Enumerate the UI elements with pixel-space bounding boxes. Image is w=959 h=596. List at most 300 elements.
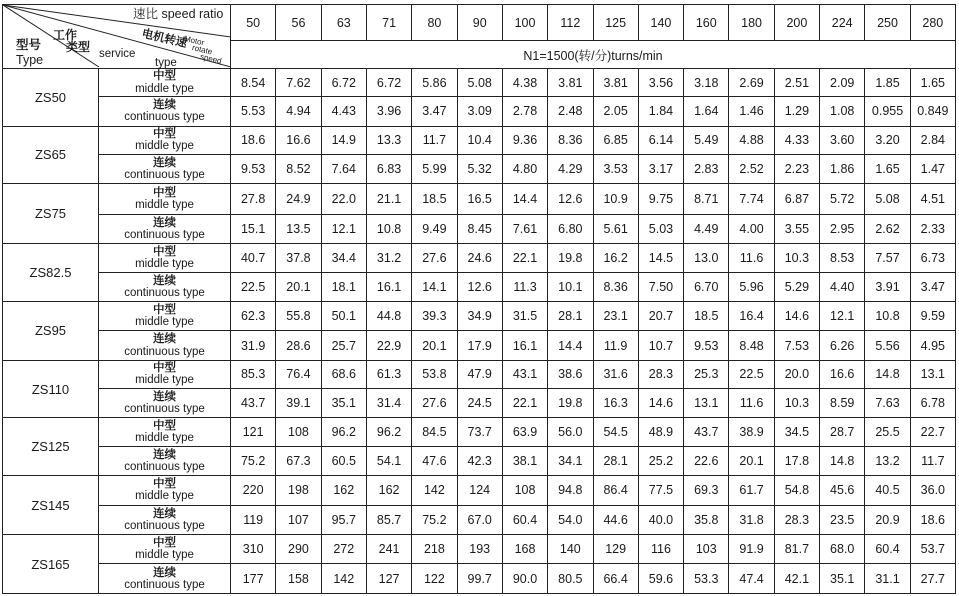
power-value-cell: 86.4 [593,476,638,505]
table-row [3,331,956,360]
power-value-cell: 38.1 [502,446,547,475]
power-value-cell: 4.00 [729,214,774,243]
power-value-cell: 17.8 [774,446,819,475]
power-value-cell: 3.18 [684,68,729,96]
power-value-cell: 18.6 [231,126,276,154]
power-value-cell: 94.8 [548,476,593,505]
power-value-cell: 4.94 [276,97,321,126]
power-value-cell: 2.83 [684,154,729,183]
power-value-cell: 24.5 [457,389,502,418]
power-value-cell: 21.1 [366,184,411,214]
motor-speed-label-en-1: Motor [183,34,206,48]
ratio-header-cell: 160 [684,5,729,41]
power-value-cell: 5.96 [729,272,774,301]
power-value-cell: 63.9 [502,418,547,446]
table-row [3,505,956,534]
power-value-cell: 119 [231,505,276,534]
power-value-cell: 10.4 [457,126,502,154]
power-value-cell: 14.8 [820,446,865,475]
power-value-cell: 68.6 [321,360,366,388]
service-type-cn: 中型 [153,478,176,491]
power-value-cell: 40.5 [865,476,910,505]
service-type-cn: 连续 [153,448,176,461]
power-value-cell: 22.7 [910,418,955,446]
service-type-cn: 中型 [153,304,176,317]
power-value-cell: 42.3 [457,446,502,475]
power-value-cell: 18.5 [684,301,729,330]
power-value-cell: 6.26 [820,331,865,360]
power-value-cell: 35.1 [321,389,366,418]
service-type-cn: 连续 [153,157,176,170]
power-value-cell: 47.9 [457,360,502,388]
power-value-cell: 5.03 [638,214,683,243]
table-row [3,272,956,301]
motor-speed-label-en-2: rotate [191,43,214,57]
power-value-cell: 2.69 [729,68,774,96]
work-type-label-cn-2: 类型 [66,40,91,54]
power-value-cell: 20.0 [774,360,819,388]
power-value-cell: 34.5 [774,418,819,446]
power-value-cell: 7.61 [502,214,547,243]
power-value-cell: 31.4 [366,389,411,418]
power-value-cell: 27.8 [231,184,276,214]
power-value-cell: 43.7 [231,389,276,418]
power-value-cell: 54.5 [593,418,638,446]
table-row [3,476,956,505]
power-value-cell: 5.99 [412,154,457,183]
power-value-cell: 7.62 [276,68,321,96]
table-row [3,535,956,564]
service-type-en: middle type [135,140,194,153]
power-value-cell: 2.48 [548,97,593,126]
power-value-cell: 25.5 [865,418,910,446]
model-cell: ZS145 [3,476,99,535]
power-rating-table [2,4,956,594]
table-row [3,214,956,243]
power-value-cell: 14.8 [865,360,910,388]
ratio-header-cell: 224 [820,5,865,41]
power-value-cell: 8.52 [276,154,321,183]
power-value-cell: 5.08 [865,184,910,214]
table-row [3,97,956,126]
header-ratio-row [3,5,956,41]
service-type-en: middle type [135,374,194,387]
ratio-header-cell: 140 [638,5,683,41]
power-value-cell: 22.1 [502,389,547,418]
power-value-cell: 35.1 [820,564,865,594]
power-value-cell: 53.3 [684,564,729,594]
power-value-cell: 13.2 [865,446,910,475]
power-value-cell: 7.63 [865,389,910,418]
power-value-cell: 61.3 [366,360,411,388]
power-value-cell: 73.7 [457,418,502,446]
power-value-cell: 162 [366,476,411,505]
table-row [3,360,956,388]
power-value-cell: 84.5 [412,418,457,446]
power-value-cell: 13.1 [910,360,955,388]
power-value-cell: 99.7 [457,564,502,594]
power-value-cell: 17.9 [457,331,502,360]
power-value-cell: 34.1 [548,446,593,475]
power-value-cell: 5.53 [231,97,276,126]
power-value-cell: 7.57 [865,244,910,272]
continuous-type-cell [99,154,231,183]
power-value-cell: 76.4 [276,360,321,388]
power-value-cell: 6.72 [321,68,366,96]
power-value-cell: 40.7 [231,244,276,272]
power-value-cell: 142 [412,476,457,505]
power-value-cell: 34.9 [457,301,502,330]
power-value-cell: 4.33 [774,126,819,154]
middle-type-cell [99,68,231,96]
power-value-cell: 162 [321,476,366,505]
model-cell: ZS165 [3,535,99,594]
power-value-cell: 3.81 [593,68,638,96]
power-value-cell: 24.6 [457,244,502,272]
power-value-cell: 3.55 [774,214,819,243]
power-value-cell: 2.62 [865,214,910,243]
power-value-cell: 20.1 [276,272,321,301]
power-value-cell: 20.7 [638,301,683,330]
power-value-cell: 25.3 [684,360,729,388]
power-value-cell: 3.47 [910,272,955,301]
power-value-cell: 9.36 [502,126,547,154]
power-value-cell: 4.95 [910,331,955,360]
service-type-en: middle type [135,316,194,329]
power-value-cell: 4.43 [321,97,366,126]
power-value-cell: 3.17 [638,154,683,183]
power-value-cell: 22.5 [729,360,774,388]
power-value-cell: 20.1 [729,446,774,475]
power-value-cell: 8.36 [593,272,638,301]
ratio-header-cell: 63 [321,5,366,41]
middle-type-cell [99,301,231,330]
power-value-cell: 8.48 [729,331,774,360]
continuous-type-cell [99,446,231,475]
power-value-cell: 9.49 [412,214,457,243]
power-value-cell: 22.0 [321,184,366,214]
power-value-cell: 11.3 [502,272,547,301]
power-value-cell: 31.1 [865,564,910,594]
power-value-cell: 8.53 [820,244,865,272]
power-value-cell: 31.6 [593,360,638,388]
power-value-cell: 61.7 [729,476,774,505]
power-value-cell: 20.1 [412,331,457,360]
service-type-cn: 连续 [153,99,176,112]
power-value-cell: 16.2 [593,244,638,272]
power-value-cell: 2.84 [910,126,955,154]
power-value-cell: 48.9 [638,418,683,446]
power-value-cell: 124 [457,476,502,505]
power-value-cell: 6.85 [593,126,638,154]
power-value-cell: 24.9 [276,184,321,214]
service-type-en: continuous type [124,286,205,299]
power-value-cell: 36.0 [910,476,955,505]
ratio-header-cell: 125 [593,5,638,41]
power-value-cell: 1.08 [820,97,865,126]
power-value-cell: 2.33 [910,214,955,243]
input-speed-note: N1=1500(转/分)turns/min [231,41,956,68]
power-value-cell: 60.5 [321,446,366,475]
table-row [3,389,956,418]
power-value-cell: 53.7 [910,535,955,564]
power-value-cell: 1.86 [820,154,865,183]
table-row [3,68,956,96]
service-type-en: continuous type [124,519,205,532]
power-value-cell: 6.14 [638,126,683,154]
service-type-en: middle type [135,257,194,270]
power-value-cell: 19.8 [548,389,593,418]
ratio-header-cell: 200 [774,5,819,41]
power-value-cell: 28.1 [593,446,638,475]
power-value-cell: 16.1 [502,331,547,360]
power-value-cell: 103 [684,535,729,564]
power-value-cell: 75.2 [231,446,276,475]
power-value-cell: 3.60 [820,126,865,154]
service-type-cn: 中型 [153,537,176,550]
ratio-header-cell: 90 [457,5,502,41]
power-value-cell: 68.0 [820,535,865,564]
power-value-cell: 27.6 [412,389,457,418]
power-value-cell: 67.3 [276,446,321,475]
power-value-cell: 272 [321,535,366,564]
power-value-cell: 16.1 [366,272,411,301]
power-value-cell: 27.6 [412,244,457,272]
power-value-cell: 14.4 [502,184,547,214]
power-value-cell: 310 [231,535,276,564]
power-value-cell: 43.1 [502,360,547,388]
power-value-cell: 142 [321,564,366,594]
power-value-cell: 90.0 [502,564,547,594]
service-type-cn: 连续 [153,391,176,404]
power-value-cell: 1.29 [774,97,819,126]
power-value-cell: 42.1 [774,564,819,594]
power-value-cell: 4.38 [502,68,547,96]
power-value-cell: 2.09 [820,68,865,96]
motor-speed-label-cn: 电机转速 [140,28,189,51]
power-value-cell: 75.2 [412,505,457,534]
service-type-en: middle type [135,432,194,445]
power-value-cell: 2.95 [820,214,865,243]
power-value-cell: 18.5 [412,184,457,214]
power-value-cell: 19.8 [548,244,593,272]
power-value-cell: 13.0 [684,244,729,272]
power-value-cell: 2.23 [774,154,819,183]
service-type-cn: 连续 [153,274,176,287]
power-value-cell: 28.1 [548,301,593,330]
ratio-header-cell: 280 [910,5,955,41]
power-value-cell: 7.50 [638,272,683,301]
model-label-en: Type [16,53,44,67]
continuous-type-cell [99,272,231,301]
middle-type-cell [99,535,231,564]
power-value-cell: 10.1 [548,272,593,301]
power-value-cell: 45.6 [820,476,865,505]
power-value-cell: 7.74 [729,184,774,214]
power-value-cell: 3.53 [593,154,638,183]
middle-type-cell [99,126,231,154]
power-value-cell: 23.1 [593,301,638,330]
middle-type-cell [99,418,231,446]
power-value-cell: 6.83 [366,154,411,183]
power-value-cell: 12.1 [321,214,366,243]
power-value-cell: 55.8 [276,301,321,330]
service-type-cn: 中型 [153,187,176,200]
power-value-cell: 1.46 [729,97,774,126]
power-value-cell: 8.36 [548,126,593,154]
power-value-cell: 14.6 [774,301,819,330]
power-value-cell: 11.6 [729,244,774,272]
power-value-cell: 10.9 [593,184,638,214]
power-value-cell: 129 [593,535,638,564]
model-cell: ZS50 [3,68,99,126]
model-cell: ZS82.5 [3,244,99,302]
power-value-cell: 22.6 [684,446,729,475]
power-value-cell: 158 [276,564,321,594]
power-value-cell: 67.0 [457,505,502,534]
power-value-cell: 4.88 [729,126,774,154]
power-value-cell: 6.70 [684,272,729,301]
power-value-cell: 218 [412,535,457,564]
power-value-cell: 4.49 [684,214,729,243]
power-value-cell: 108 [502,476,547,505]
power-value-cell: 16.5 [457,184,502,214]
power-value-cell: 3.20 [865,126,910,154]
power-value-cell: 13.1 [684,389,729,418]
power-value-cell: 39.1 [276,389,321,418]
power-value-cell: 28.3 [774,505,819,534]
power-value-cell: 177 [231,564,276,594]
motor-speed-label-en-3: speed [199,52,223,66]
power-value-cell: 5.56 [865,331,910,360]
power-value-cell: 23.5 [820,505,865,534]
power-value-cell: 28.3 [638,360,683,388]
power-value-cell: 18.6 [910,505,955,534]
power-value-cell: 12.6 [457,272,502,301]
power-value-cell: 6.73 [910,244,955,272]
power-value-cell: 28.7 [820,418,865,446]
power-value-cell: 3.96 [366,97,411,126]
power-value-cell: 85.7 [366,505,411,534]
power-value-cell: 0.849 [910,97,955,126]
ratio-header-cell: 250 [865,5,910,41]
power-value-cell: 7.64 [321,154,366,183]
power-value-cell: 96.2 [321,418,366,446]
service-type-cn: 连续 [153,216,176,229]
power-value-cell: 5.86 [412,68,457,96]
service-type-cn: 中型 [153,128,176,141]
service-type-en: middle type [135,82,194,95]
power-value-cell: 53.8 [412,360,457,388]
power-value-cell: 14.6 [638,389,683,418]
power-value-cell: 14.1 [412,272,457,301]
power-value-cell: 3.09 [457,97,502,126]
power-value-cell: 27.7 [910,564,955,594]
power-value-cell: 14.9 [321,126,366,154]
middle-type-cell [99,360,231,388]
ratio-header-label: 速比 speed ratio [133,7,224,21]
model-cell: ZS125 [3,418,99,476]
table-row [3,126,956,154]
table-row [3,244,956,272]
power-value-cell: 34.4 [321,244,366,272]
power-value-cell: 108 [276,418,321,446]
power-value-cell: 18.1 [321,272,366,301]
power-value-cell: 2.05 [593,97,638,126]
power-value-cell: 16.6 [276,126,321,154]
power-value-cell: 1.65 [865,154,910,183]
power-value-cell: 121 [231,418,276,446]
power-value-cell: 31.2 [366,244,411,272]
model-cell: ZS95 [3,301,99,360]
power-value-cell: 1.85 [865,68,910,96]
power-value-cell: 8.59 [820,389,865,418]
power-value-cell: 39.3 [412,301,457,330]
table-row [3,446,956,475]
service-type-cn: 中型 [153,245,176,258]
service-type-en: continuous type [124,169,205,182]
table-row [3,301,956,330]
table-row [3,154,956,183]
power-value-cell: 56.0 [548,418,593,446]
power-value-cell: 20.9 [865,505,910,534]
power-value-cell: 38.9 [729,418,774,446]
power-value-cell: 50.1 [321,301,366,330]
power-value-cell: 11.7 [412,126,457,154]
power-value-cell: 168 [502,535,547,564]
power-value-cell: 1.47 [910,154,955,183]
power-value-cell: 10.3 [774,244,819,272]
power-value-cell: 35.8 [684,505,729,534]
power-value-cell: 4.51 [910,184,955,214]
power-value-cell: 4.80 [502,154,547,183]
ratio-header-cell: 112 [548,5,593,41]
ratio-header-cell: 56 [276,5,321,41]
model-cell: ZS65 [3,126,99,184]
middle-type-cell [99,184,231,214]
table-row [3,418,956,446]
ratio-header-cell: 100 [502,5,547,41]
power-value-cell: 59.6 [638,564,683,594]
power-value-cell: 37.8 [276,244,321,272]
power-value-cell: 60.4 [865,535,910,564]
power-value-cell: 16.6 [820,360,865,388]
power-value-cell: 6.80 [548,214,593,243]
service-type-en: continuous type [124,403,205,416]
service-type-cn: 连续 [153,507,176,520]
power-value-cell: 4.40 [820,272,865,301]
power-value-cell: 8.71 [684,184,729,214]
power-value-cell: 10.7 [638,331,683,360]
power-value-cell: 25.7 [321,331,366,360]
power-value-cell: 81.7 [774,535,819,564]
power-value-cell: 31.8 [729,505,774,534]
header-corner-cell [3,5,231,69]
power-value-cell: 107 [276,505,321,534]
power-value-cell: 28.6 [276,331,321,360]
power-value-cell: 0.955 [865,97,910,126]
power-value-cell: 54.8 [774,476,819,505]
service-type-en: middle type [135,549,194,562]
service-type-cn: 中型 [153,70,176,83]
middle-type-cell [99,244,231,272]
work-type-label-en-2: type [155,57,177,69]
power-value-cell: 16.4 [729,301,774,330]
power-value-cell: 62.3 [231,301,276,330]
power-value-cell: 6.72 [366,68,411,96]
power-value-cell: 5.72 [820,184,865,214]
power-value-cell: 1.64 [684,97,729,126]
